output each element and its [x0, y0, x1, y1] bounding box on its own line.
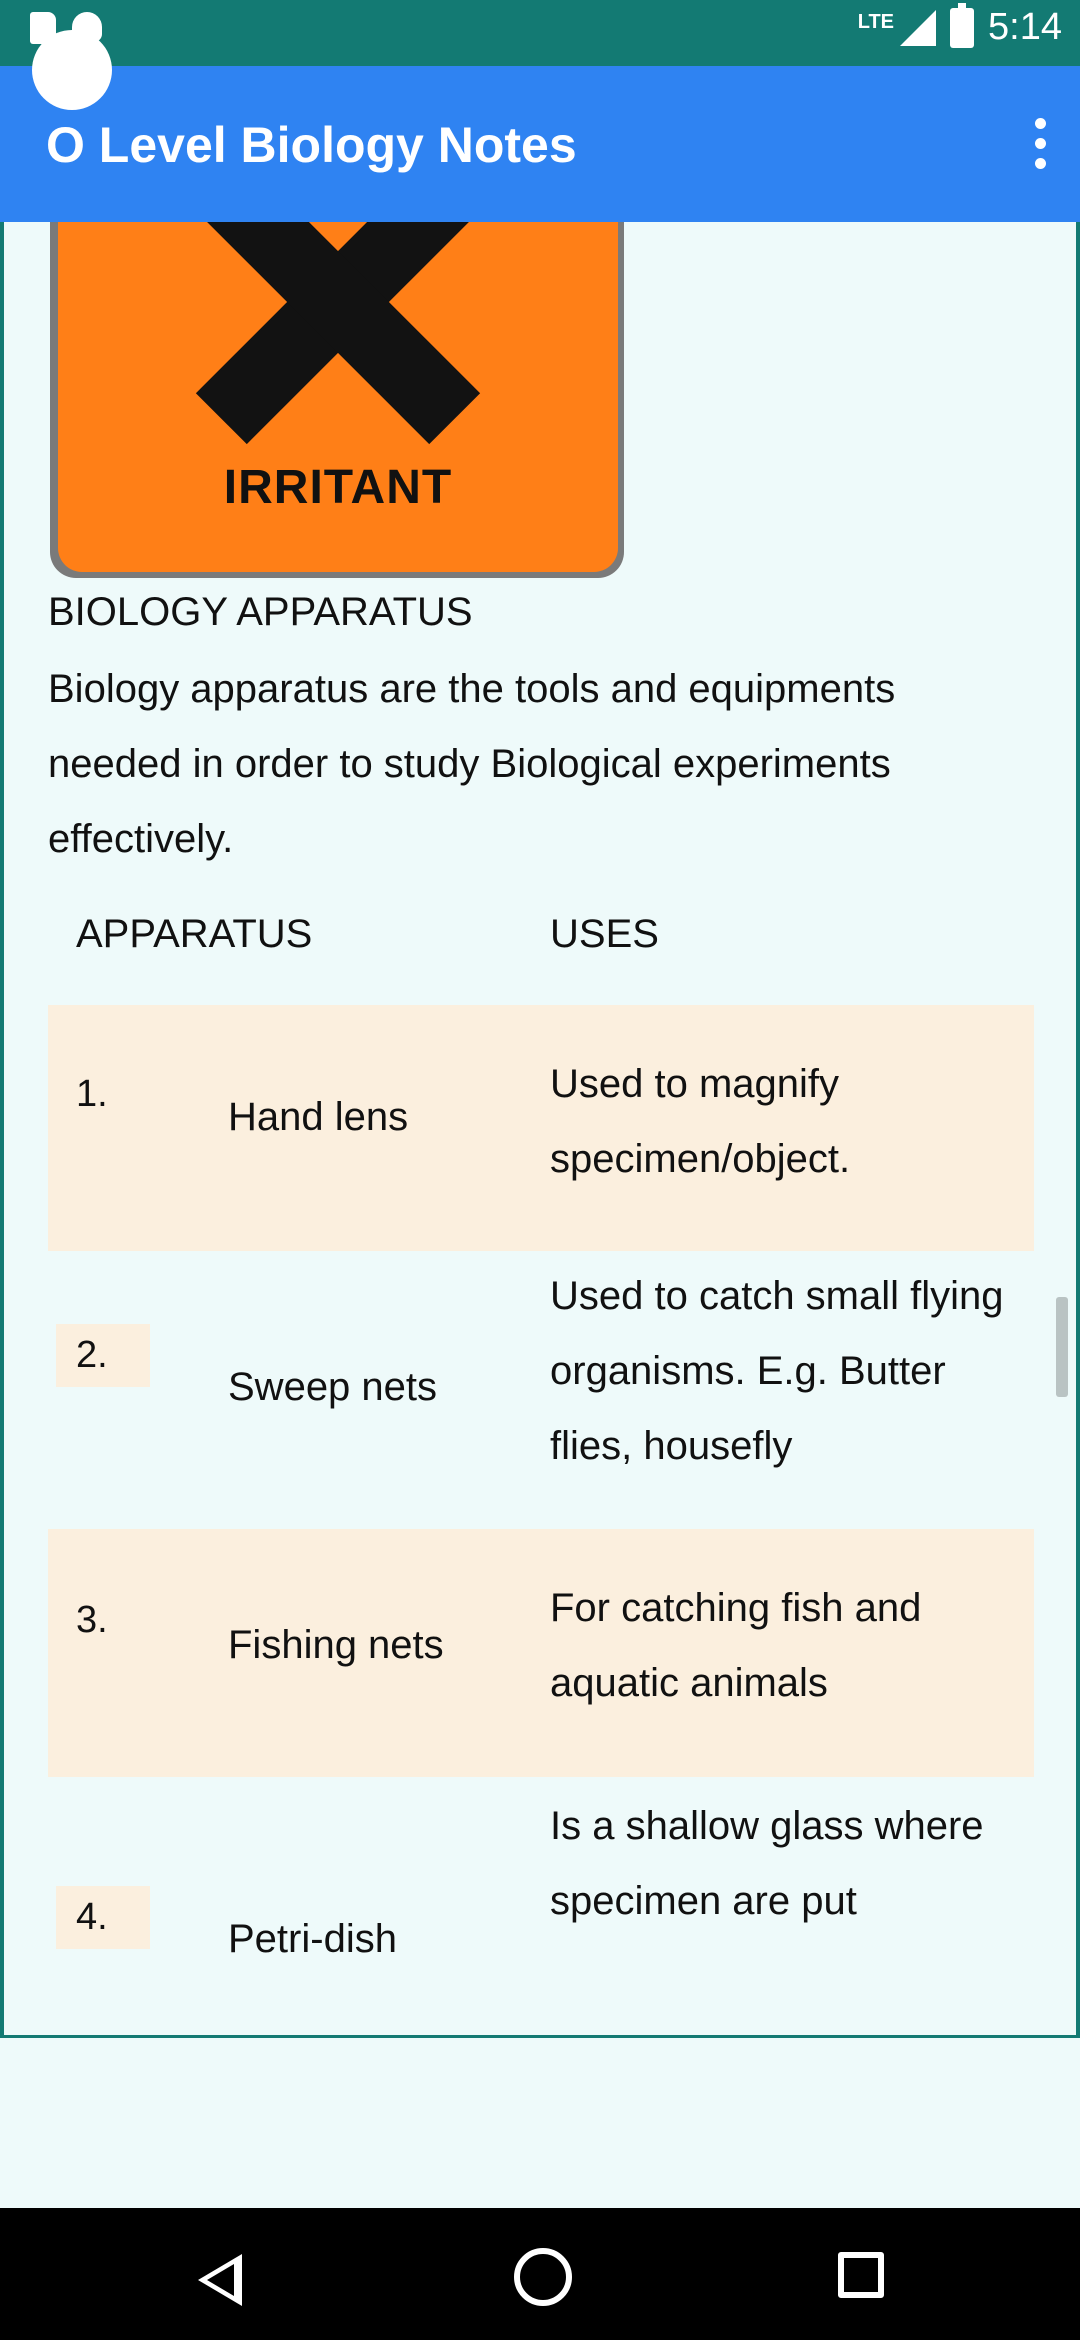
- section-description: Biology apparatus are the tools and equipments needed in order to study Biological experiments effectively.: [48, 667, 896, 861]
- battery-icon: [950, 8, 974, 48]
- apparatus-name: Sweep nets: [228, 1365, 438, 1409]
- status-time: 5:14: [988, 6, 1062, 48]
- scrollbar-thumb[interactable]: [1056, 1297, 1068, 1397]
- apparatus-use: Used to magnify specimen/object.: [550, 1062, 851, 1181]
- apparatus-name: Fishing nets: [228, 1623, 444, 1667]
- row-number: 3.: [76, 1599, 108, 1641]
- apparatus-use: Is a shallow glass where specimen are put: [550, 1804, 984, 1923]
- apparatus-name: Petri-dish: [228, 1917, 397, 1961]
- back-icon[interactable]: [198, 2254, 242, 2306]
- row-number: 2.: [56, 1324, 150, 1387]
- hazard-label: IRRITANT: [223, 461, 453, 514]
- header-uses: USES: [550, 912, 659, 956]
- table-row: [48, 1783, 1034, 2038]
- network-type: LTE: [857, 11, 895, 33]
- signal-icon: [900, 10, 936, 46]
- table-row: [48, 1251, 1034, 1519]
- apparatus-name: Hand lens: [228, 1095, 409, 1139]
- irritant-hazard-image: [50, 222, 624, 578]
- home-icon[interactable]: [514, 2248, 572, 2306]
- apparatus-use: Used to catch small flying organisms. E.g. Butter flies, housefly: [550, 1274, 1004, 1468]
- status-bar: [0, 0, 1080, 66]
- header-apparatus: APPARATUS: [76, 912, 313, 956]
- navigation-bar: [0, 2208, 1080, 2340]
- notes-content[interactable]: [0, 222, 1080, 2038]
- section-title: BIOLOGY APPARATUS: [48, 590, 473, 634]
- apparatus-use: For catching fish and aquatic animals: [550, 1586, 922, 1705]
- table-row: [48, 1529, 1034, 1777]
- row-number: 1.: [76, 1073, 108, 1115]
- row-number: 4.: [56, 1886, 150, 1949]
- recents-icon[interactable]: [838, 2252, 884, 2298]
- more-vert-icon[interactable]: [1030, 118, 1050, 169]
- floating-circle[interactable]: [32, 30, 112, 110]
- status-right-group: [858, 6, 1062, 49]
- table-row: [48, 1005, 1034, 1251]
- app-title: O Level Biology Notes: [46, 117, 577, 173]
- app-bar: [0, 66, 1080, 222]
